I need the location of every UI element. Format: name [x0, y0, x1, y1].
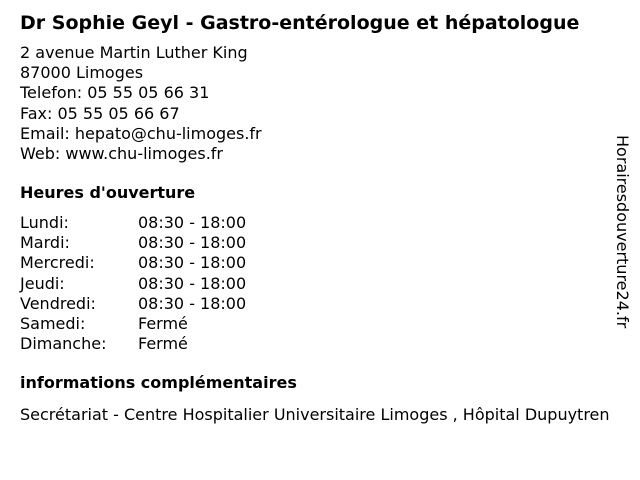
day-label: Samedi:: [20, 313, 86, 333]
time-value: 08:30 - 18:00: [138, 213, 247, 232]
website: Web: www.chu-limoges.fr: [20, 144, 223, 164]
time-value: 08:30 - 18:00: [138, 273, 247, 293]
opening-hours-heading: Heures d'ouverture: [20, 183, 196, 202]
day-label: Jeudi:: [20, 273, 65, 293]
day-label: Mardi:: [20, 233, 70, 253]
time-value: Fermé: [138, 313, 188, 333]
contact-block: [20, 43, 262, 164]
day-label: Vendredi:: [20, 293, 96, 313]
additional-info-text: Secrétariat - Centre Hospitalier Universitaire Limoges , Hôpital Dupuytren: [20, 405, 610, 424]
fax-number: Fax: 05 55 05 66 67: [20, 103, 180, 123]
page-title: Dr Sophie Geyl - Gastro-entérologue et hépatologue: [20, 12, 580, 34]
day-label: Dimanche:: [20, 334, 107, 354]
time-value: 08:30 - 18:00: [138, 233, 247, 253]
site-watermark: Horairesdouverture24.fr: [613, 135, 632, 329]
day-label: Lundi:: [20, 213, 69, 232]
time-value: Fermé: [138, 334, 188, 354]
address-city: 87000 Limoges: [20, 63, 144, 83]
time-value: 08:30 - 18:00: [138, 253, 247, 273]
time-value: 08:30 - 18:00: [138, 293, 247, 313]
email-address: Email: hepato@chu-limoges.fr: [20, 123, 262, 143]
address-street: 2 avenue Martin Luther King: [20, 43, 248, 62]
phone-number: Telefon: 05 55 05 66 31: [20, 83, 210, 103]
day-label: Mercredi:: [20, 253, 95, 273]
additional-info-heading: informations complémentaires: [20, 373, 297, 392]
